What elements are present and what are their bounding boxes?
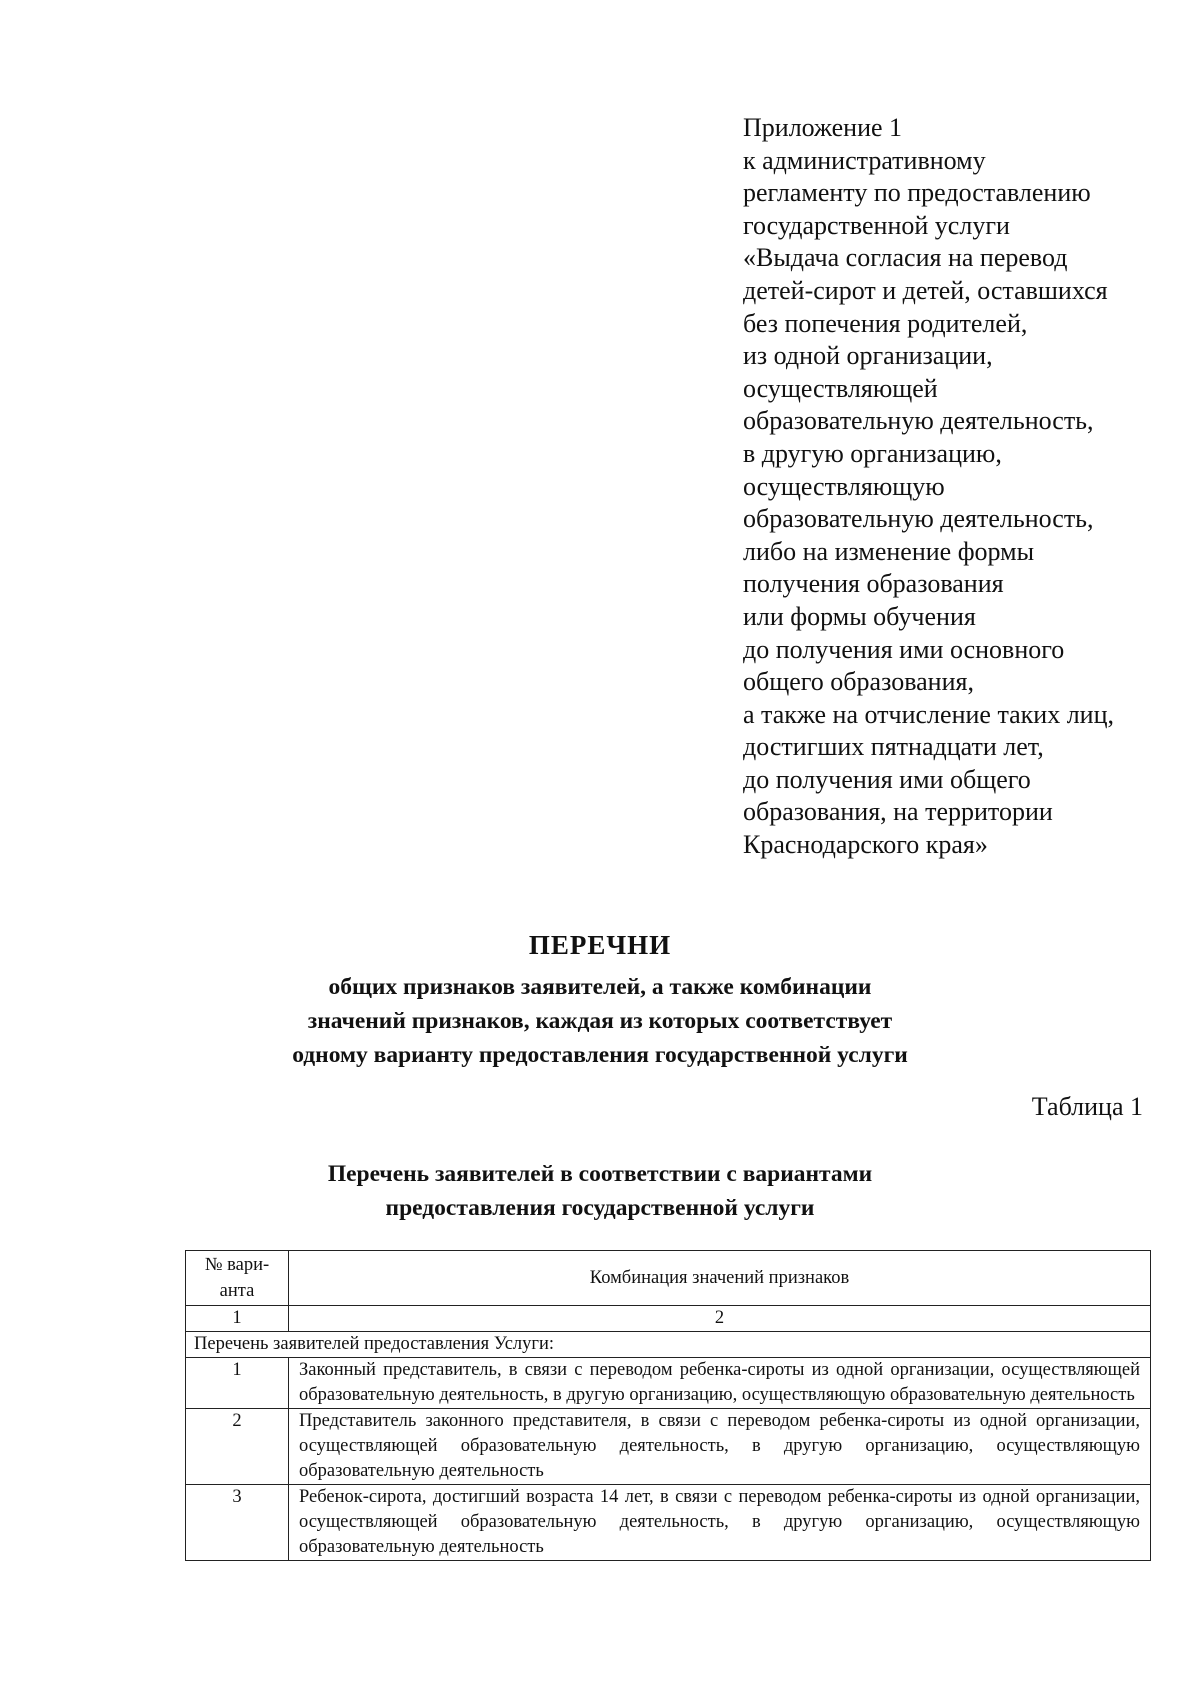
table-title (0, 1157, 1200, 1225)
appendix-line: из одной организации, (743, 341, 993, 371)
variant-number: 3 (186, 1485, 289, 1561)
table-header-row (186, 1251, 1151, 1306)
column-number: 1 (186, 1306, 289, 1332)
appendix-line: общего образования, (743, 667, 974, 697)
table-row (186, 1409, 1151, 1485)
section-label: Перечень заявителей предоставления Услуги: (186, 1332, 1151, 1358)
subtitle-line: общих признаков заявителей, а также комбинации (328, 974, 872, 1000)
appendix-line: либо на изменение формы (743, 536, 1035, 566)
appendix-line: в другую организацию, (743, 438, 1002, 468)
variant-description: Ребенок-сирота, достигший возраста 14 лет, в связи с переводом ребенка-сироты из одной организации, осуществляющей образовательную деятельность, в другую организацию, осуществляющую образовательную деятельность (289, 1485, 1151, 1561)
appendix-line: без попечения родителей, (743, 308, 1028, 338)
appendix-line: достигших пятнадцати лет, (743, 732, 1044, 762)
header-variant-number (186, 1251, 289, 1306)
appendix-line: регламенту по предоставлению (743, 178, 1091, 208)
applicants-table (185, 1250, 1151, 1561)
header-combination: Комбинация значений признаков (289, 1251, 1151, 1306)
appendix-line: осуществляющую (743, 471, 945, 501)
appendix-line: детей-сирот и детей, оставшихся (743, 275, 1108, 305)
appendix-line: к административному (743, 145, 986, 175)
appendix-line: образовательную деятельность, (743, 406, 1094, 436)
appendix-line: Краснодарского края» (743, 830, 988, 860)
appendix-line: получения образования (743, 569, 1004, 599)
appendix-line: а также на отчисление таких лиц, (743, 699, 1115, 729)
table-label: Таблица 1 (1031, 1092, 1143, 1121)
appendix-line: осуществляющей (743, 373, 938, 403)
appendix-line: до получения ими общего (743, 764, 1031, 794)
header-variant-line: № вари- (204, 1255, 270, 1275)
appendix-block (743, 112, 1183, 862)
variant-description: Законный представитель, в связи с переводом ребенка-сироты из одной организации, осуществляющей образовательную деятельность, в другую организацию, осуществляющую образовательную деятельность (289, 1358, 1151, 1409)
variant-description: Представитель законного представителя, в связи с переводом ребенка-сироты из одной организации, осуществляющей образовательную деятельность, в другую организацию, осуществляющую образовательную деятельность (289, 1409, 1151, 1485)
appendix-line: до получения ими основного (743, 634, 1065, 664)
document-title: ПЕРЕЧНИ (528, 930, 672, 960)
table-title-line: предоставления государственной услуги (385, 1195, 815, 1221)
appendix-line: образовательную деятельность, (743, 504, 1094, 534)
appendix-line: государственной услуги (743, 210, 1010, 240)
table-title-line: Перечень заявителей в соответствии с вариантами (327, 1161, 873, 1187)
subtitle-line: одному варианту предоставления государственной услуги (292, 1042, 908, 1068)
variant-number: 1 (186, 1358, 289, 1409)
column-number-row (186, 1306, 1151, 1332)
appendix-line: Приложение 1 (743, 113, 903, 142)
appendix-line: или формы обучения (743, 601, 976, 631)
table-row (186, 1358, 1151, 1409)
variant-number: 2 (186, 1409, 289, 1485)
table-row (186, 1485, 1151, 1561)
section-row (186, 1332, 1151, 1358)
header-variant-line: анта (219, 1281, 255, 1301)
column-number: 2 (289, 1306, 1151, 1332)
appendix-line: «Выдача согласия на перевод (743, 243, 1068, 273)
subtitle-line: значений признаков, каждая из которых соответствует (307, 1008, 893, 1034)
document-subtitle (0, 970, 1200, 1072)
appendix-line: образования, на территории (743, 797, 1053, 827)
